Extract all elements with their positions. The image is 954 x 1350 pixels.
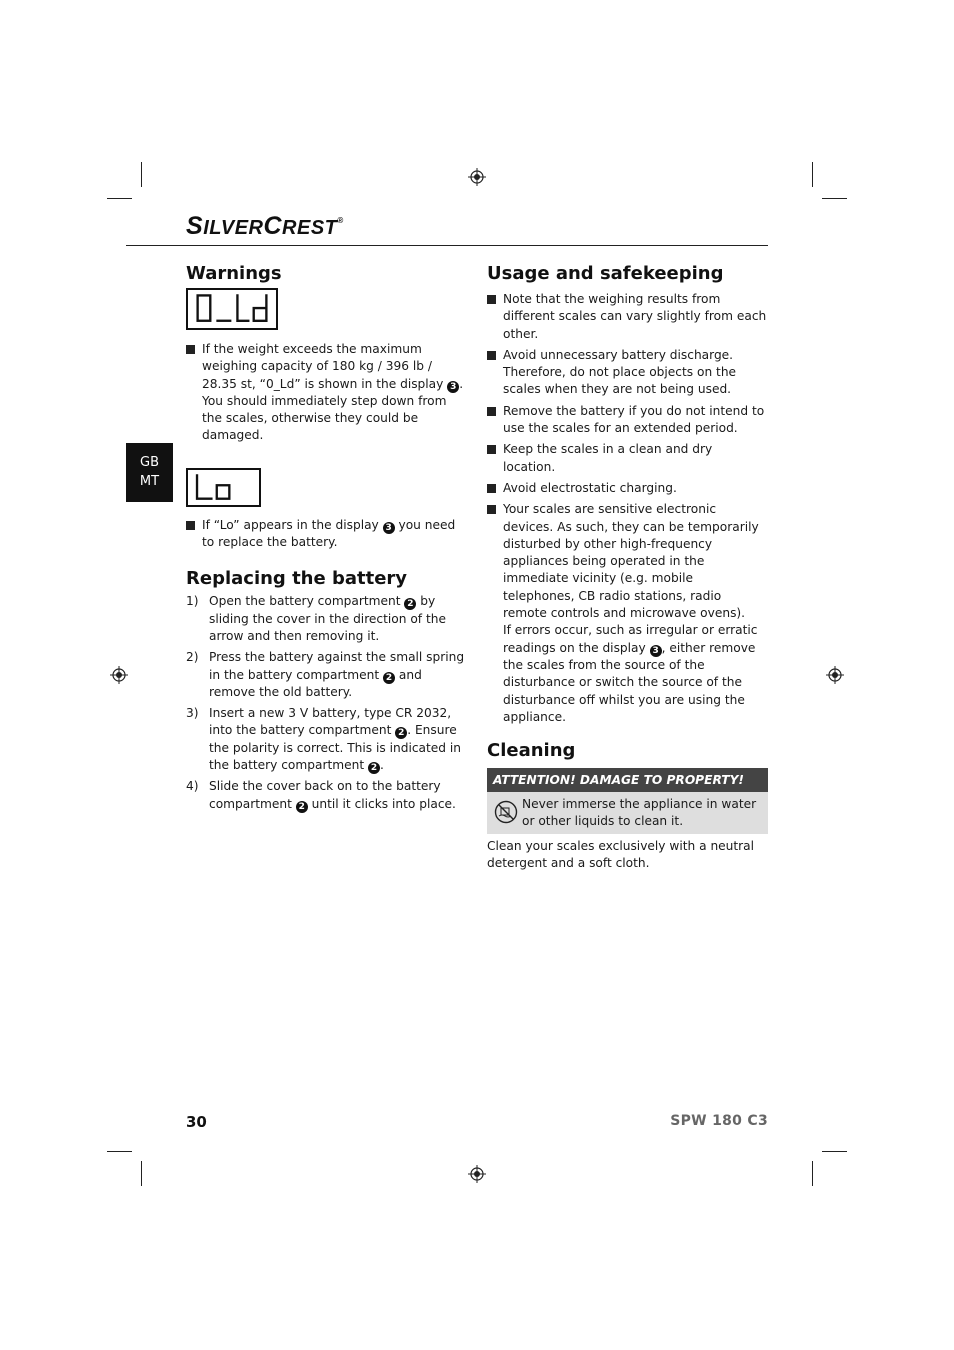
attention-body: Never immerse the appliance in water or other liquids to clean it. xyxy=(487,792,768,834)
list-item: Note that the weighing results from different scales can vary slightly from each other. xyxy=(487,291,768,343)
registration-mark-icon xyxy=(826,666,844,684)
warning-list xyxy=(186,341,470,445)
lcd-low-battery-display-icon xyxy=(186,468,261,507)
no-immersion-warning-icon xyxy=(494,800,518,824)
list-item: Keep the scales in a clean and dry location. xyxy=(487,441,768,476)
crop-mark xyxy=(141,1161,142,1186)
cleaning-body-text: Clean your scales exclusively with a neutral detergent and a soft cloth. xyxy=(487,838,755,871)
reference-number-badge: 2 xyxy=(296,801,308,813)
reference-number-badge: 2 xyxy=(404,598,416,610)
reference-number-badge: 3 xyxy=(383,522,395,534)
reference-number-badge: 3 xyxy=(650,645,662,657)
crop-mark xyxy=(822,198,847,199)
cleaning-heading: Cleaning xyxy=(487,740,576,762)
crop-mark xyxy=(107,198,132,199)
lcd-overload-display-icon xyxy=(186,288,278,330)
registration-mark-icon xyxy=(110,666,128,684)
warning-list xyxy=(186,517,470,552)
left-column xyxy=(186,262,470,813)
list-item: Remove the battery if you do not intend to use the scales for an extended period. xyxy=(487,403,768,438)
usage-list xyxy=(487,291,768,726)
reference-number-badge: 2 xyxy=(383,672,395,684)
crop-mark xyxy=(141,162,142,187)
right-column xyxy=(487,262,768,872)
list-item: Your scales are sensitive electronic devices. As such, they can be temporarily disturbed by other high-frequency appliances being operated in the immediate vicinity (e.g. mobile telephones, CB radio stations, radio remote controls and microwave ovens). If errors occur, such as irregular or erratic readings on the display 3 , either remove the scales from the source of the disturbance or switch the source of the disturbance off whilst you are using the appliance. xyxy=(487,501,768,726)
crop-mark xyxy=(812,1161,813,1186)
registration-mark-icon xyxy=(468,168,486,186)
reference-number-badge: 3 xyxy=(447,381,459,393)
list-item: Avoid electrostatic charging. xyxy=(487,480,768,497)
reference-number-badge: 2 xyxy=(395,727,407,739)
page-number: 30 xyxy=(186,1113,207,1131)
header-rule xyxy=(126,245,768,246)
registration-mark-icon xyxy=(468,1165,486,1183)
list-item: If “Lo” appears in the display 3 you need to replace the battery. xyxy=(186,517,470,552)
crop-mark xyxy=(822,1151,847,1152)
model-name: SPW 180 C3 xyxy=(670,1113,768,1129)
list-item: 1) Open the battery compartment 2 by sliding the cover in the direction of the arrow and then removing it. xyxy=(186,594,446,643)
crop-mark xyxy=(107,1151,132,1152)
list-item: 3) Insert a new 3 V battery, type CR 2032, into the battery compartment 2 . Ensure the polarity is correct. This is indicated in the battery compartment 2 . xyxy=(186,706,462,774)
brand-logo: SILVERCREST® xyxy=(186,212,344,240)
usage-heading: Usage and safekeeping xyxy=(487,263,724,284)
list-item: Avoid unnecessary battery discharge. Therefore, do not place objects on the scales when they are not being used. xyxy=(487,347,768,399)
list-item: 4) Slide the cover back on to the battery compartment 2 until it clicks into place. xyxy=(186,779,456,812)
language-tab: GB MT xyxy=(126,443,173,502)
crop-mark xyxy=(812,162,813,187)
replacing-battery-heading: Replacing the battery xyxy=(186,568,408,590)
warnings-heading: Warnings xyxy=(186,263,282,284)
attention-box xyxy=(487,768,768,834)
list-item: 2) Press the battery against the small spring in the battery compartment 2 and remove the old battery. xyxy=(186,650,465,699)
reference-number-badge: 2 xyxy=(368,762,380,774)
battery-steps-list xyxy=(186,593,470,813)
list-item: If the weight exceeds the maximum weighing capacity of 180 kg / 396 lb / 28.35 st, “0_Ld” is shown in the display 3 . You should immediately step down from the scales, otherwise they could be damaged. xyxy=(186,341,470,445)
attention-title: ATTENTION! DAMAGE TO PROPERTY! xyxy=(487,768,768,792)
